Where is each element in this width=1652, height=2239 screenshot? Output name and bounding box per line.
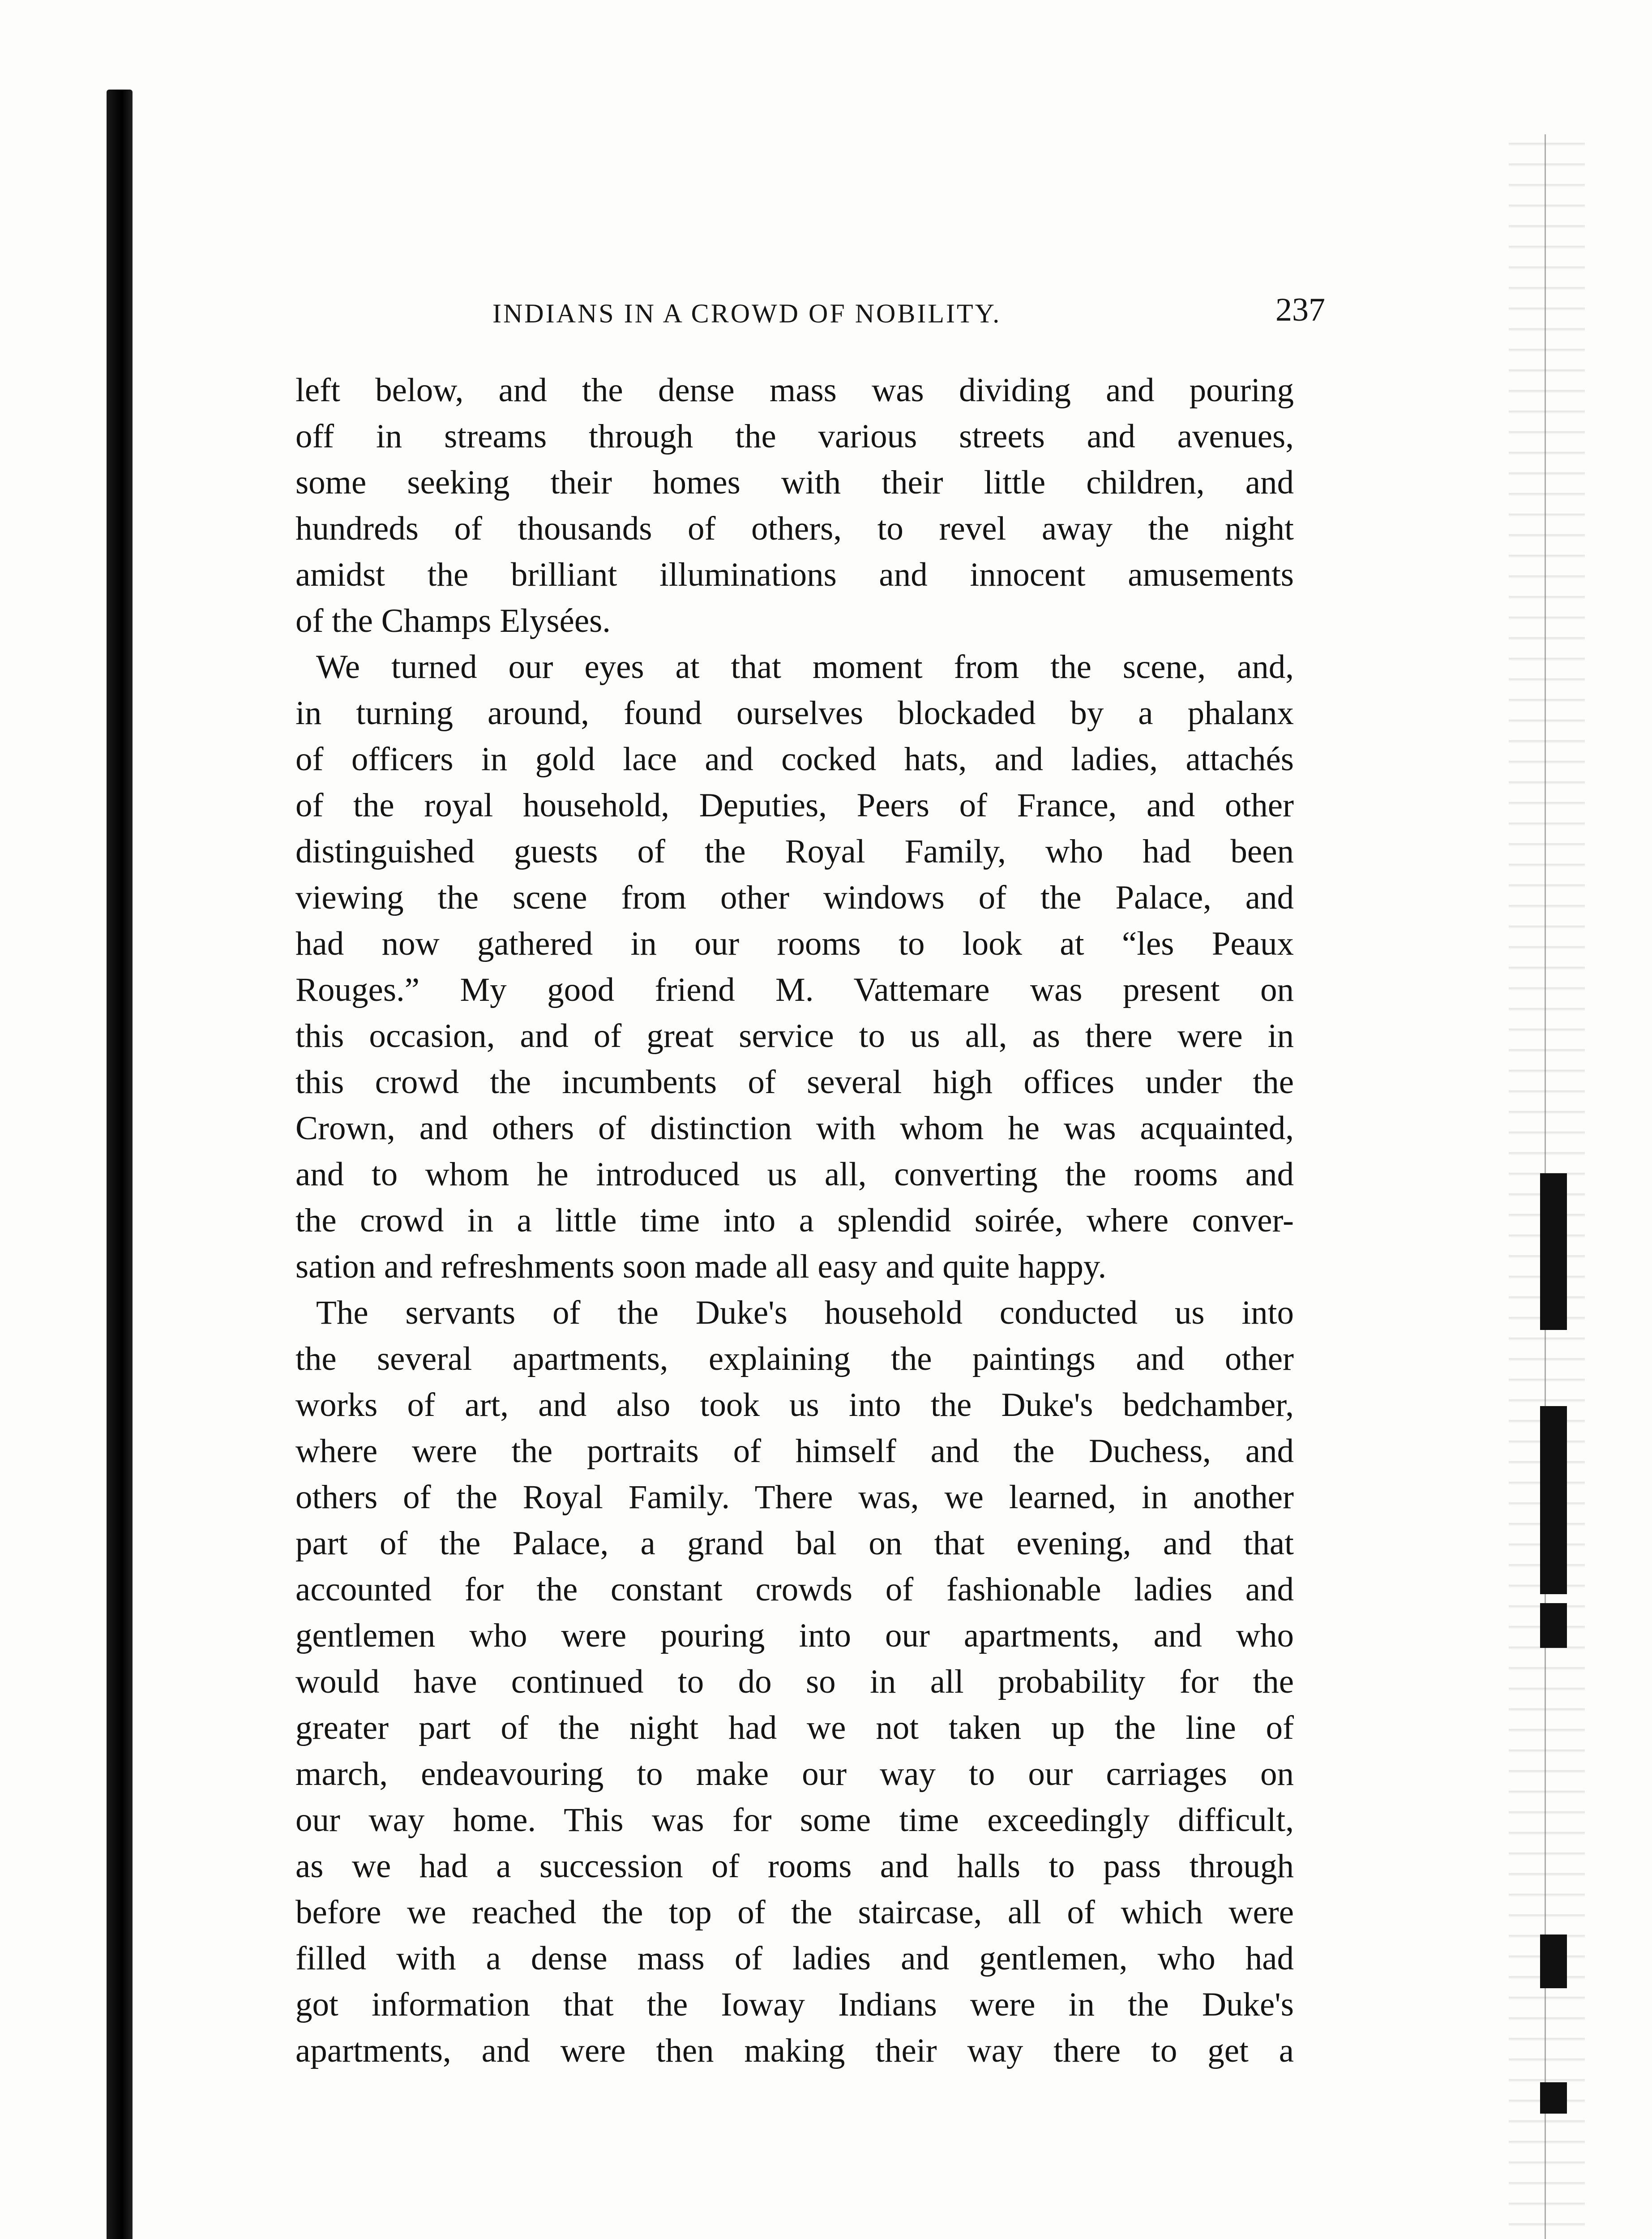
text-line: distinguished guests of the Royal Family, who had been <box>295 833 1294 870</box>
body-text <box>295 367 1294 2136</box>
edge-blot <box>1540 1281 1567 1330</box>
text-line: left below, and the dense mass was dividing and pouring <box>295 372 1294 409</box>
running-title: INDIANS IN A CROWD OF NOBILITY. <box>492 299 1001 328</box>
text-line: of the Champs Elysées. <box>295 602 611 639</box>
text-line: march, endeavouring to make our way to our carriages on <box>295 1755 1294 1793</box>
text-line: accounted for the constant crowds of fashionable ladies and <box>295 1571 1294 1608</box>
text-line: this occasion, and of great service to us all, as there were in <box>295 1017 1294 1055</box>
edge-blot <box>1540 1406 1567 1594</box>
text-line: our way home. This was for some time exceedingly difficult, <box>295 1801 1294 1839</box>
text-line: amidst the brilliant illuminations and innocent amusements <box>295 556 1294 593</box>
text-line: Crown, and others of distinction with whom he was acquainted, <box>295 1110 1294 1147</box>
text-line: gentlemen who were pouring into our apartments, and who <box>295 1617 1294 1654</box>
text-line: as we had a succession of rooms and halls to pass through <box>295 1848 1294 1885</box>
text-line: We turned our eyes at that moment from the scene, and, <box>316 648 1294 686</box>
edge-blot <box>1540 1603 1567 1648</box>
text-line: the crowd in a little time into a splendid soirée, where conver- <box>295 1202 1294 1239</box>
text-line: hundreds of thousands of others, to revel away the night <box>295 510 1294 547</box>
text-line: got information that the Ioway Indians were in the Duke's <box>295 1986 1294 2023</box>
text-line: in turning around, found ourselves blockaded by a phalanx <box>295 695 1294 732</box>
text-line: works of art, and also took us into the Duke's bedchamber, <box>295 1386 1294 1424</box>
text-line: of the royal household, Deputies, Peers of France, and other <box>295 787 1294 824</box>
text-line: before we reached the top of the staircase, all of which were <box>295 1894 1294 1931</box>
page-header <box>295 287 1325 331</box>
text-line: of officers in gold lace and cocked hats, and ladies, attachés <box>295 741 1294 778</box>
text-line: viewing the scene from other windows of the Palace, and <box>295 879 1294 916</box>
edge-blot <box>1540 1934 1567 1988</box>
text-line: The servants of the Duke's household conducted us into <box>316 1294 1294 1331</box>
text-line: greater part of the night had we not taken up the line of <box>295 1709 1294 1746</box>
text-line: where were the portraits of himself and the Duchess, and <box>295 1433 1294 1470</box>
text-line: sation and refreshments soon made all easy and quite happy. <box>295 1248 1107 1285</box>
text-line: this crowd the incumbents of several high offices under the <box>295 1064 1294 1101</box>
text-line: the several apartments, explaining the paintings and other <box>295 1340 1294 1377</box>
text-line: apartments, and were then making their way there to get a <box>295 2032 1294 2069</box>
text-line: some seeking their homes with their little children, and <box>295 464 1294 501</box>
text-line: part of the Palace, a grand bal on that evening, and that <box>295 1525 1294 1562</box>
text-line: Rouges.” My good friend M. Vattemare was present on <box>295 971 1294 1008</box>
text-line: had now gathered in our rooms to look at “les Peaux <box>295 925 1294 962</box>
text-line: off in streams through the various streets and avenues, <box>295 418 1294 455</box>
edge-blot <box>1540 2082 1567 2114</box>
text-line: filled with a dense mass of ladies and gentlemen, who had <box>295 1940 1294 1977</box>
text-line: others of the Royal Family. There was, we learned, in another <box>295 1479 1294 1516</box>
text-line: and to whom he introduced us all, converting the rooms and <box>295 1156 1294 1193</box>
page-number: 237 <box>1275 292 1325 328</box>
binding-shadow <box>107 90 133 2239</box>
text-line: would have continued to do so in all probability for the <box>295 1663 1294 1700</box>
